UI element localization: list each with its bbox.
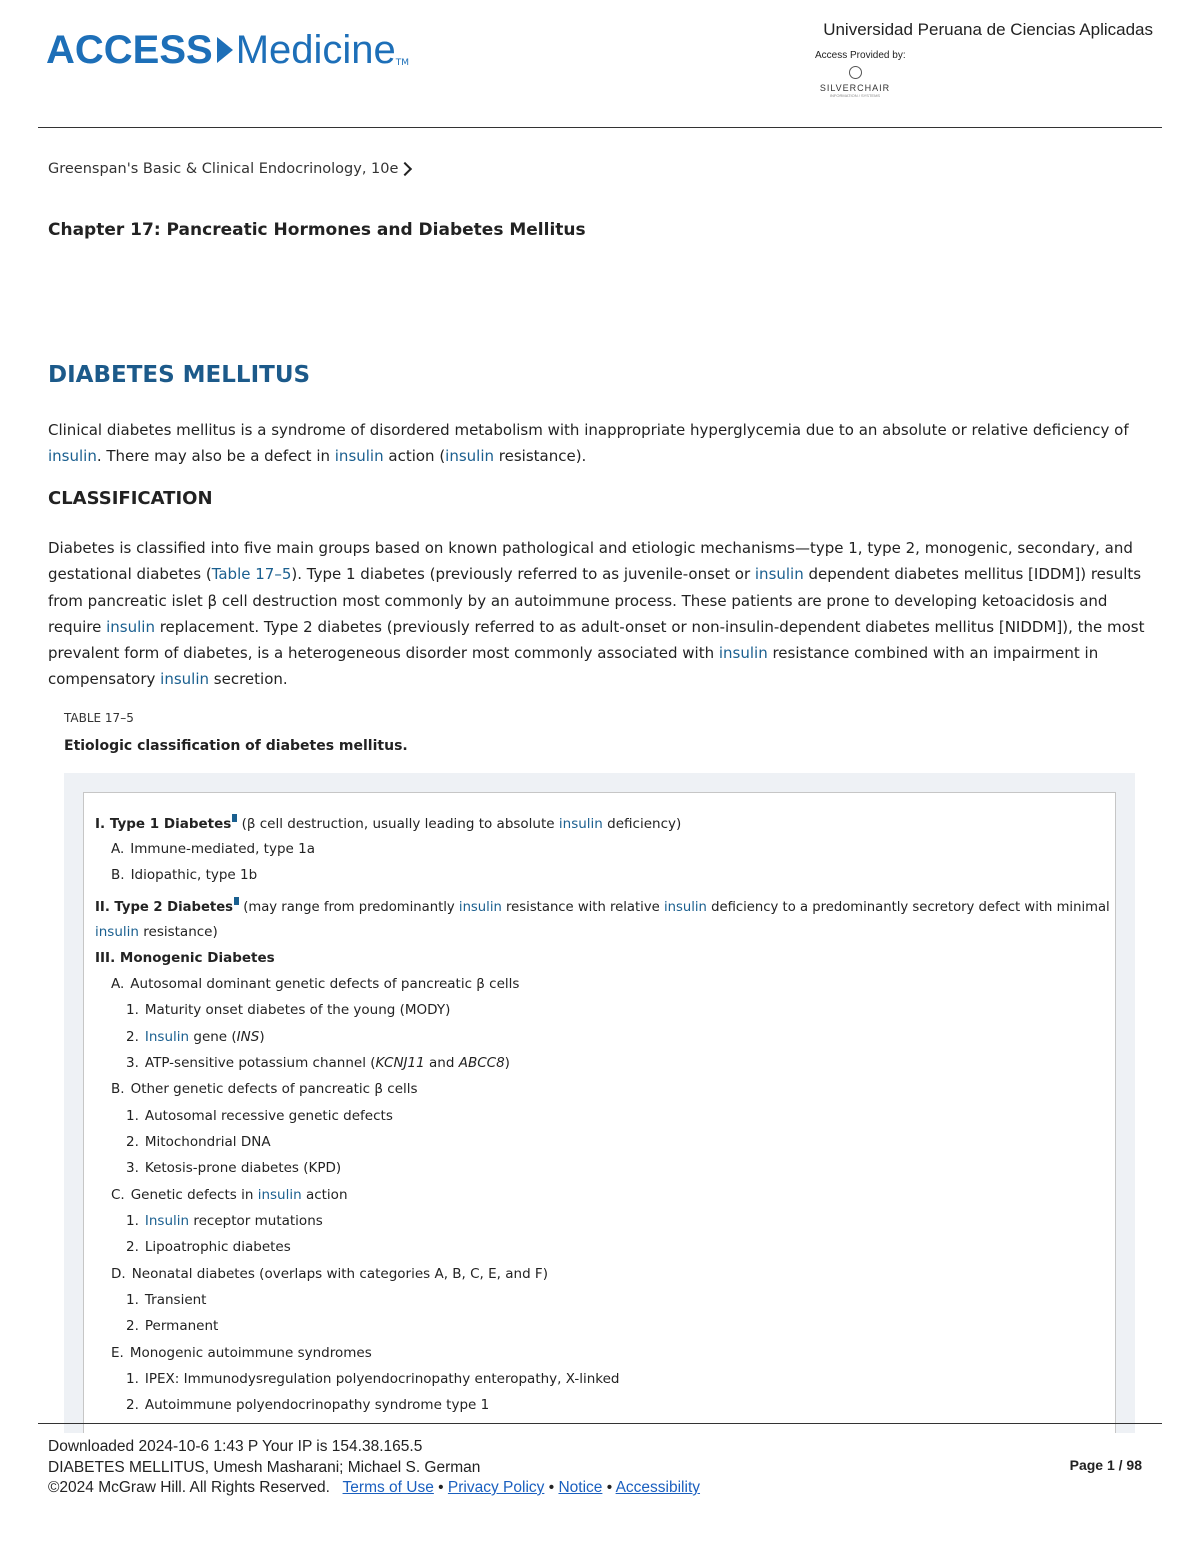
table-row: 3. ATP-sensitive potassium channel (KCNJ11 and ABCC8) bbox=[126, 1055, 510, 1071]
insulin-link[interactable]: insulin bbox=[48, 447, 97, 465]
footer-divider bbox=[38, 1423, 1162, 1424]
table-row bbox=[95, 950, 275, 966]
table-row: I. Type 1 Diabetes (β cell destruction, usually leading to absolute insulin deficiency) bbox=[95, 816, 682, 832]
insulin-link[interactable]: insulin bbox=[558, 816, 603, 832]
footer-links-line: ©2024 McGraw Hill. All Rights Reserved. Terms of Use • Privacy Policy • Notice • Accessibility bbox=[48, 1479, 701, 1496]
logo-access-text: ACCESS bbox=[46, 27, 213, 72]
table-row: C. Genetic defects in insulin action bbox=[111, 1187, 348, 1203]
silverchair-emblem-icon bbox=[849, 66, 862, 79]
logo-trademark: TM bbox=[395, 58, 410, 68]
table-caption: Etiologic classification of diabetes mellitus. bbox=[64, 738, 408, 754]
row-heading: I. Type 1 Diabetes bbox=[95, 816, 232, 832]
table-label: TABLE 17–5 bbox=[64, 711, 134, 725]
silverchair-logo bbox=[815, 64, 895, 98]
table-row: E. Monogenic autoimmune syndromes bbox=[111, 1345, 372, 1361]
accessmedicine-logo[interactable] bbox=[46, 22, 409, 78]
intro-paragraph: Clinical diabetes mellitus is a syndrome of disordered metabolism with inappropriate hyperglycemia due to an absolute or relative deficiency of insulin. There may also be a defect in insulin action (insulin resistance). bbox=[48, 421, 1129, 465]
insulin-link[interactable]: insulin bbox=[106, 617, 155, 636]
logo-arrow-icon bbox=[217, 37, 233, 63]
table-row: B. Other genetic defects of pancreatic β cells bbox=[111, 1081, 418, 1097]
row-heading: III. Monogenic Diabetes bbox=[95, 950, 275, 966]
notice-link[interactable]: Notice bbox=[558, 1479, 603, 1496]
access-provided-by-label: Access Provided by: bbox=[815, 50, 906, 61]
breadcrumb-book-title[interactable]: Greenspan's Basic & Clinical Endocrinology, 10e bbox=[48, 161, 399, 177]
insulin-link[interactable]: insulin bbox=[458, 900, 502, 915]
insulin-link[interactable]: insulin bbox=[334, 447, 384, 465]
table-row: 1. Autosomal recessive genetic defects bbox=[126, 1108, 393, 1124]
chevron-right-icon bbox=[398, 162, 412, 176]
insulin-link[interactable]: Insulin bbox=[144, 1029, 190, 1045]
table-row: II. Type 2 Diabetes (may range from predominantly insulin resistance with relative insulin deficiency to a predominantly secretory defect with minimal bbox=[95, 897, 1110, 915]
classification-paragraph: Diabetes is classified into five main groups based on known pathological and etiologic mechanisms—type 1, type 2, monogenic, secondary, and gestational diabetes (Table 17–5). Type 1 diabetes (previously referred to as juvenile-onset or insulin dependent diabetes mellitus [IDDM]) results from pancreatic islet β cell destruction most commonly by an autoimmune process. These patients are prone to developing ketoacidosis and require insulin replacement. Type 2 diabetes (previously referred to as adult-onset or non-insulin-dependent diabetes mellitus [NIDDM]), the most prevalent form of diabetes, is a heterogeneous disorder most commonly associated with insulin resistance combined with an impairment in compensatory insulin secretion. bbox=[48, 539, 1145, 689]
header-divider bbox=[38, 127, 1162, 128]
download-info: Downloaded 2024-10-6 1:43 P Your IP is 154.38.165.5 bbox=[48, 1438, 423, 1455]
table-body bbox=[83, 792, 1116, 1433]
insulin-link[interactable]: insulin bbox=[160, 670, 210, 689]
table-row: 2. Insulin gene (INS) bbox=[126, 1029, 265, 1045]
insulin-link[interactable]: Insulin bbox=[144, 1213, 190, 1229]
table-row: 2. Lipoatrophic diabetes bbox=[126, 1239, 291, 1255]
table-reference-link[interactable]: Table 17–5 bbox=[211, 565, 292, 584]
table-row: B. Idiopathic, type 1b bbox=[111, 867, 258, 883]
chapter-title: Chapter 17: Pancreatic Hormones and Diabetes Mellitus bbox=[48, 220, 586, 240]
privacy-policy-link[interactable]: Privacy Policy bbox=[447, 1479, 545, 1496]
silverchair-logo-tagline: INFORMATION / SYSTEMS bbox=[829, 93, 881, 98]
table-row: 1. Maturity onset diabetes of the young (MODY) bbox=[126, 1002, 451, 1018]
insulin-link[interactable]: insulin bbox=[754, 565, 804, 584]
table-row: A. Autosomal dominant genetic defects of pancreatic β cells bbox=[111, 976, 520, 992]
table-row: 1. Transient bbox=[126, 1292, 207, 1308]
copyright: ©2024 McGraw Hill. All Rights Reserved. bbox=[48, 1479, 330, 1496]
insulin-link[interactable]: insulin bbox=[445, 447, 495, 465]
terms-of-use-link[interactable]: Terms of Use bbox=[342, 1479, 434, 1496]
breadcrumb[interactable] bbox=[48, 161, 410, 177]
logo-medicine-text: Medicine bbox=[235, 27, 396, 72]
table-row: 2. Autoimmune polyendocrinopathy syndrome type 1 bbox=[126, 1397, 490, 1413]
citation: DIABETES MELLITUS, Umesh Masharani; Michael S. German bbox=[48, 1458, 481, 1476]
insulin-link[interactable]: insulin bbox=[663, 900, 707, 915]
row-heading: II. Type 2 Diabetes bbox=[95, 900, 234, 915]
table-row: D. Neonatal diabetes (overlaps with categories A, B, C, E, and F) bbox=[111, 1266, 548, 1282]
table-row: 2. Mitochondrial DNA bbox=[126, 1134, 271, 1150]
classification-heading: CLASSIFICATION bbox=[48, 488, 213, 509]
table-row: 1. IPEX: Immunodysregulation polyendocrinopathy enteropathy, X-linked bbox=[126, 1371, 620, 1387]
table-row: 3. Ketosis-prone diabetes (KPD) bbox=[126, 1160, 342, 1176]
silverchair-logo-text: SILVERCHAIR bbox=[819, 83, 891, 93]
insulin-link[interactable]: insulin bbox=[95, 924, 139, 940]
footer bbox=[48, 1437, 700, 1499]
table-row: 2. Permanent bbox=[126, 1318, 219, 1334]
table-row: 1. Insulin receptor mutations bbox=[126, 1213, 323, 1229]
accessibility-link[interactable]: Accessibility bbox=[615, 1479, 701, 1496]
insulin-link[interactable]: insulin bbox=[718, 644, 768, 663]
institution-name: Universidad Peruana de Ciencias Aplicadas bbox=[823, 20, 1153, 39]
insulin-link[interactable]: insulin bbox=[257, 1187, 302, 1203]
section-heading: DIABETES MELLITUS bbox=[48, 362, 311, 388]
table-row: A. Immune-mediated, type 1a bbox=[111, 841, 315, 857]
table-row: insulin resistance) bbox=[95, 924, 218, 940]
page-number: Page 1 / 98 bbox=[1069, 1457, 1142, 1473]
